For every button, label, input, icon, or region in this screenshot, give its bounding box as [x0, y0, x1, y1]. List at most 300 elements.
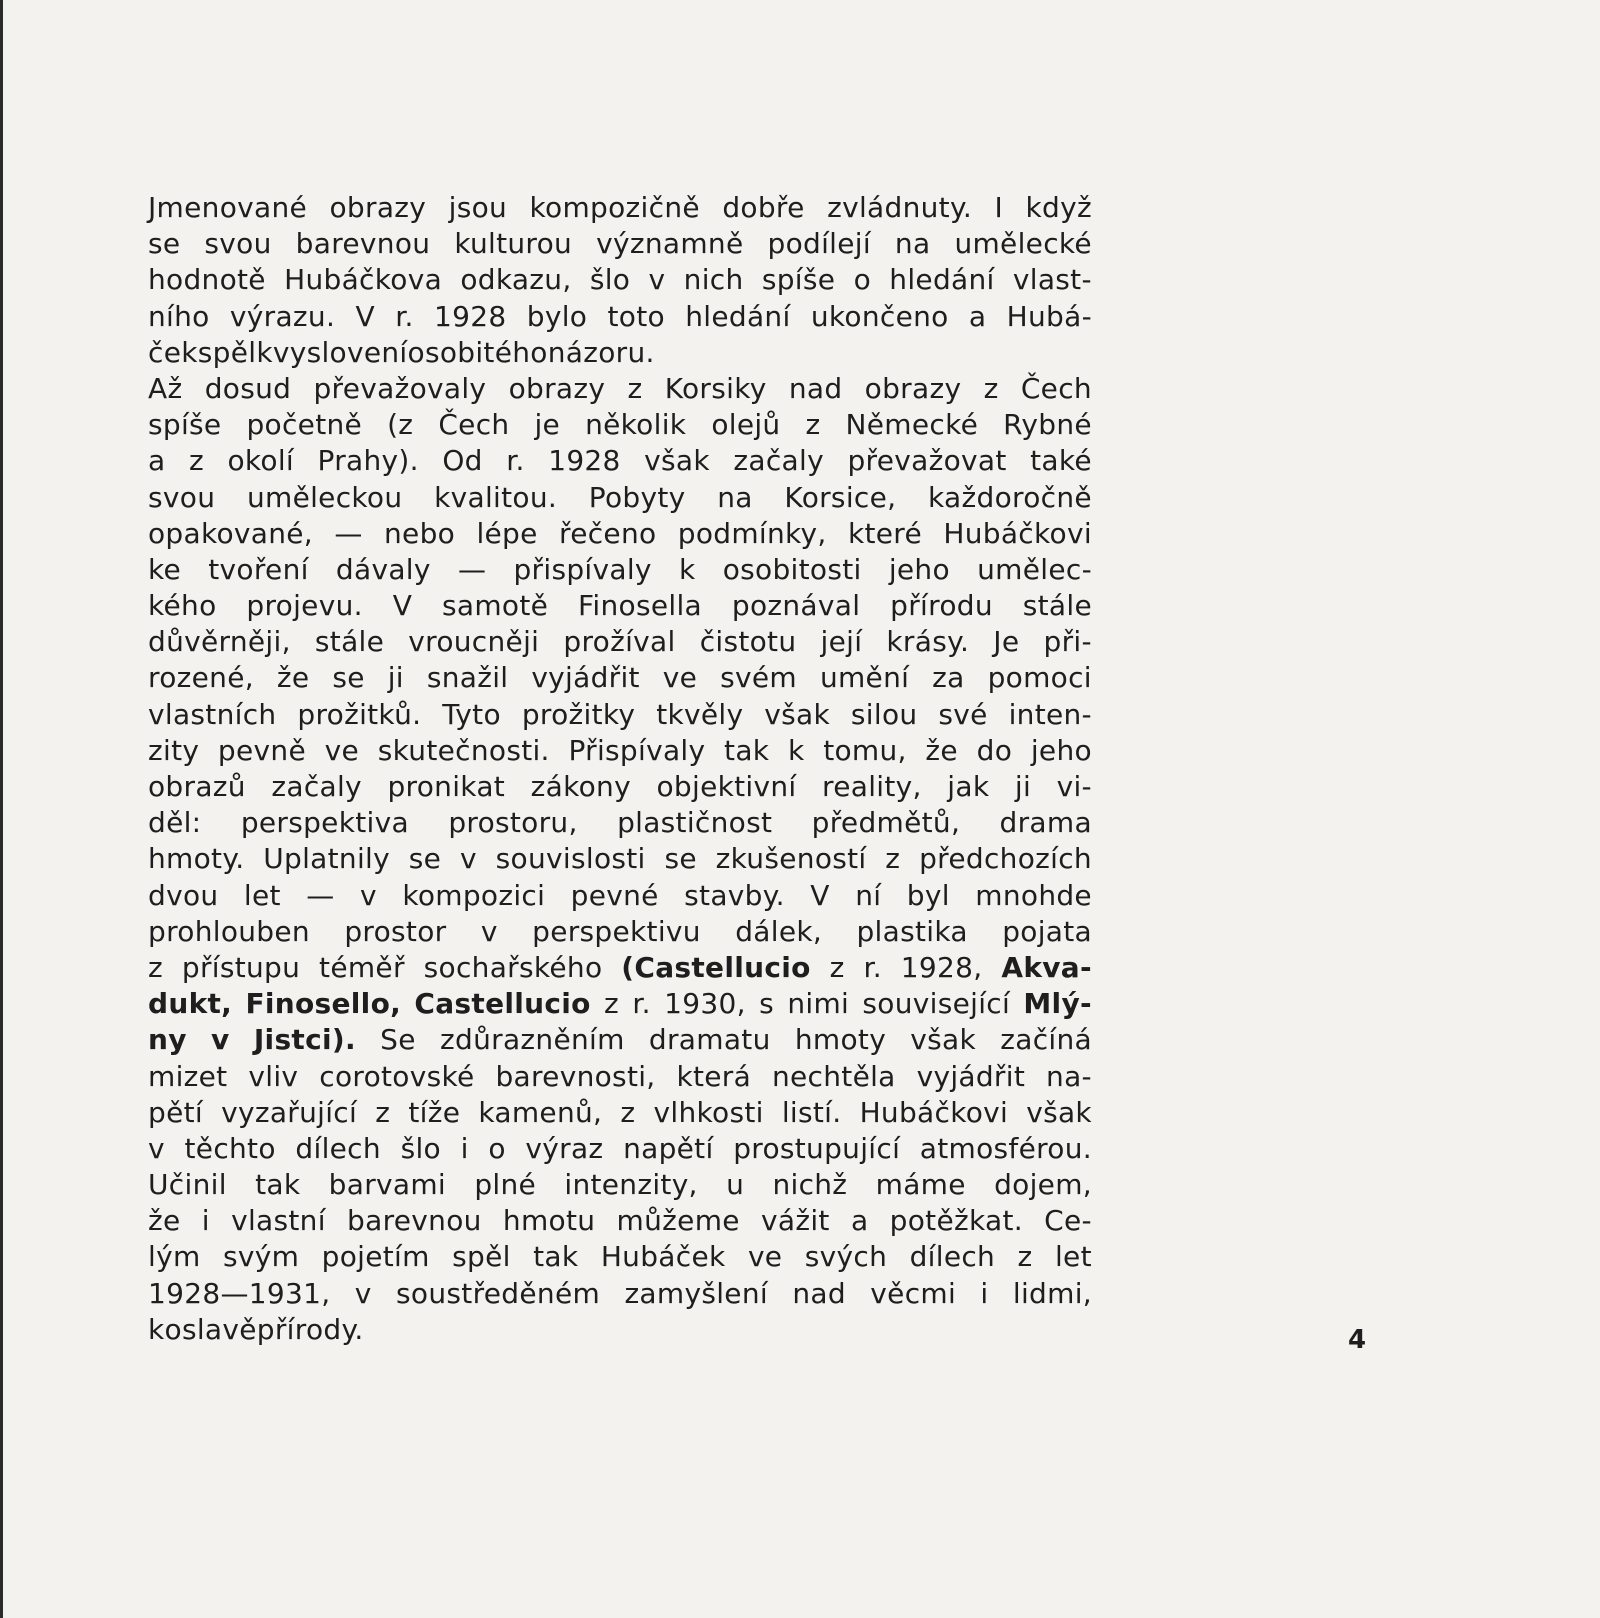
word: Přispívaly	[568, 733, 706, 767]
word: svých	[804, 1240, 888, 1274]
word: nebo	[384, 516, 456, 550]
text-line	[148, 914, 1092, 950]
word: z	[148, 950, 163, 984]
word: ji	[1014, 770, 1032, 803]
word: za	[932, 661, 965, 695]
word: r.	[395, 299, 414, 333]
word: výraz	[525, 1131, 604, 1165]
word: Hubáček	[600, 1240, 726, 1274]
word: zamyšlení	[624, 1276, 768, 1310]
word: z	[620, 1095, 636, 1129]
text-line	[148, 335, 1092, 371]
word: z	[375, 1095, 391, 1129]
word: obrazů	[148, 770, 246, 803]
text-line	[148, 1203, 1092, 1239]
word: v	[354, 1276, 372, 1310]
text-line	[148, 1276, 1092, 1312]
word: i	[201, 1204, 210, 1238]
word: silou	[850, 697, 918, 731]
text-line	[148, 371, 1092, 407]
word: řečeno	[559, 516, 657, 550]
word: z	[188, 444, 204, 478]
text-line	[148, 226, 1092, 262]
word: plné	[474, 1168, 537, 1202]
word: byl	[906, 878, 950, 912]
word: Tyto	[442, 697, 501, 731]
word: jsou	[448, 191, 508, 224]
word: svou	[148, 480, 216, 514]
word: Ce-	[1044, 1204, 1092, 1238]
word: snažil	[426, 661, 509, 695]
word: olejů	[711, 408, 781, 442]
word: zdůrazněním	[440, 1023, 625, 1057]
word: ve	[662, 661, 698, 695]
word: Hubá-	[1006, 299, 1092, 333]
word: několik	[585, 408, 687, 442]
word: tkvěly	[656, 697, 744, 731]
word: a	[148, 444, 166, 478]
text-line	[148, 443, 1092, 479]
word: pojetím	[321, 1240, 430, 1274]
text-line	[148, 697, 1092, 733]
word: z	[1017, 1240, 1033, 1274]
word: okolí	[227, 444, 295, 478]
word: zvládnuty.	[827, 191, 973, 224]
text-line	[148, 1239, 1092, 1275]
word: její	[820, 625, 863, 659]
word: zákony	[530, 770, 631, 803]
word: obrazy	[508, 371, 606, 405]
word: kamenů,	[478, 1095, 603, 1129]
word: —	[457, 552, 487, 586]
word: a	[968, 299, 987, 333]
word: početně	[246, 408, 363, 442]
word: v	[211, 1023, 230, 1057]
word: do	[976, 733, 1013, 767]
word: se	[148, 227, 181, 261]
word: spíše	[148, 408, 222, 442]
word: spěl	[452, 1240, 511, 1274]
word: že	[148, 1204, 181, 1238]
word: kého	[148, 589, 217, 623]
word: z	[983, 371, 999, 405]
word: dílech	[295, 1131, 381, 1165]
word: předchozích	[919, 842, 1092, 876]
word: stále	[1022, 589, 1092, 623]
word: dvou	[148, 878, 219, 912]
word: Učinil	[148, 1168, 227, 1202]
word: dávaly	[335, 552, 431, 586]
word: i	[980, 1276, 989, 1310]
word: v	[648, 263, 666, 297]
word: 1928	[548, 444, 621, 478]
word: r.	[632, 987, 651, 1021]
word: čistotu	[699, 625, 797, 659]
word: plastičnost	[617, 806, 773, 840]
word: vlastní	[231, 1204, 326, 1238]
word: pevné	[570, 878, 659, 912]
word: věcmi	[870, 1276, 957, 1310]
text-line	[148, 1059, 1092, 1095]
word: rozené,	[148, 661, 254, 695]
word: dosud	[204, 371, 292, 405]
word: corotovské	[319, 1059, 475, 1093]
word: Castellucio	[414, 987, 591, 1021]
word: nechtěla	[771, 1059, 896, 1093]
word: také	[1030, 444, 1092, 478]
word: dálek,	[735, 914, 823, 948]
word: v	[480, 914, 498, 948]
word: začaly	[733, 444, 824, 478]
word: že	[276, 661, 310, 695]
word: šlo	[589, 263, 631, 297]
text-line	[148, 1022, 1092, 1058]
word: důvěrněji,	[148, 625, 291, 659]
word: na	[894, 227, 931, 261]
word: z	[829, 950, 845, 984]
word: významně	[596, 227, 744, 261]
word: Korsice,	[784, 480, 897, 514]
word: krásy.	[886, 625, 970, 659]
word: přírodu	[890, 589, 993, 623]
word: v	[148, 1131, 165, 1165]
text-line	[148, 805, 1092, 841]
page-edge-shadow	[0, 0, 3, 1618]
word: potěžkat.	[889, 1204, 1023, 1238]
word: napětí	[623, 1131, 714, 1165]
word: kvalitou.	[434, 480, 558, 514]
word: Korsiky	[664, 371, 767, 405]
word: poznával	[731, 589, 861, 623]
word: Rybné	[1003, 408, 1092, 442]
word: svou	[204, 227, 272, 261]
word: dramatu	[648, 1023, 771, 1057]
word: názoru.	[547, 335, 655, 369]
word: o	[488, 1131, 506, 1165]
word: Jistci).	[253, 1023, 356, 1057]
word: vážit	[761, 1204, 830, 1238]
word: skutečnosti.	[377, 733, 550, 767]
word: dukt,	[148, 987, 233, 1021]
word: Od	[442, 444, 483, 478]
word: ny	[148, 1023, 187, 1057]
word: dobře	[722, 191, 805, 224]
word: ve	[747, 1240, 783, 1274]
word: dílech	[909, 1240, 996, 1274]
page-number: 4	[1348, 1325, 1367, 1355]
word: tak	[724, 733, 770, 767]
text-line	[148, 624, 1092, 660]
word: k	[679, 552, 696, 586]
word: ček	[148, 335, 198, 369]
text-line	[148, 769, 1092, 805]
word: let	[1054, 1240, 1092, 1274]
word: sochařského	[423, 950, 603, 984]
word: přístupu	[181, 950, 301, 984]
text-line	[148, 878, 1092, 914]
word: nimi	[787, 987, 850, 1021]
word: umění	[819, 661, 910, 695]
word: osobitosti	[722, 552, 862, 586]
word: vyjádřit	[531, 661, 640, 695]
word: reality,	[822, 770, 922, 803]
word: osobitého	[407, 335, 548, 369]
word: pomoci	[987, 661, 1092, 695]
text-line	[148, 1131, 1092, 1167]
word: Finosello,	[245, 987, 402, 1021]
word: odkazu,	[460, 263, 572, 297]
word: spíše	[761, 263, 836, 297]
word: hodnotě	[148, 263, 266, 297]
word: perspektiva	[240, 806, 409, 840]
word: inten-	[1008, 697, 1092, 731]
word: pojata	[1002, 914, 1092, 948]
word: prožitky	[521, 697, 636, 731]
word: vyslovení	[272, 335, 408, 369]
word: vyzařující	[221, 1095, 358, 1129]
word: ji	[387, 661, 404, 695]
word: ke	[148, 552, 182, 586]
word: převažovaly	[313, 371, 487, 405]
word: jeho	[1030, 733, 1092, 767]
word: své	[938, 697, 988, 731]
word: nad	[788, 371, 843, 405]
word: uměleckou	[246, 480, 403, 514]
word: hmoty.	[148, 842, 245, 876]
word: stavby.	[684, 878, 785, 912]
word: prožitků.	[297, 697, 422, 731]
word: z	[627, 371, 643, 405]
word: samotě	[442, 589, 549, 623]
word: na	[717, 480, 753, 514]
word: při-	[1043, 625, 1092, 659]
word: když	[1025, 191, 1092, 224]
word: prožíval	[563, 625, 676, 659]
word: 1928,	[900, 950, 983, 984]
word: související	[862, 987, 1011, 1021]
word: v	[460, 842, 477, 876]
text-line	[148, 516, 1092, 552]
text-line	[148, 1312, 1092, 1348]
text-line	[148, 660, 1092, 696]
word: barevnosti,	[495, 1059, 656, 1093]
word: r.	[506, 444, 525, 478]
word: které	[847, 516, 923, 550]
word: z	[805, 408, 821, 442]
word: Hubáčkovi	[943, 516, 1092, 550]
word: z	[604, 987, 620, 1021]
word: a	[850, 1204, 869, 1238]
word: máme	[875, 1168, 966, 1202]
text-line	[148, 552, 1092, 588]
word: drama	[999, 806, 1092, 840]
text-line	[148, 1167, 1092, 1203]
word: 1930,	[664, 987, 746, 1021]
word: lým	[148, 1240, 201, 1274]
word: barevnou	[295, 227, 431, 261]
word: V	[810, 878, 830, 912]
text-line	[148, 407, 1092, 443]
word: je	[534, 408, 561, 442]
word: začíná	[1000, 1023, 1092, 1057]
word: nich	[683, 263, 744, 297]
word: která	[676, 1059, 752, 1093]
word: podílejí	[767, 227, 871, 261]
word: hmoty	[794, 1023, 887, 1057]
word: barevnou	[347, 1204, 482, 1238]
word: nad	[792, 1276, 846, 1310]
word: kulturou	[454, 227, 573, 261]
word: lidmi,	[1012, 1276, 1092, 1310]
word: Čech	[438, 408, 510, 442]
word: lépe	[476, 516, 538, 550]
word: přispívaly	[513, 552, 652, 586]
word: projevu.	[246, 589, 363, 623]
word: s	[759, 987, 774, 1021]
word: Jmenované	[148, 191, 308, 224]
word: Finosella	[578, 589, 703, 623]
word: ve	[324, 733, 360, 767]
word: Prahy).	[317, 444, 419, 478]
body-text	[148, 190, 1092, 1348]
word: Akva-	[1001, 950, 1092, 984]
word: oslavě	[164, 1312, 257, 1346]
word: k	[148, 1312, 165, 1346]
word: tvoření	[208, 552, 309, 586]
word: svým	[222, 1240, 300, 1274]
word: Německé	[845, 408, 979, 442]
word: tomu,	[823, 733, 907, 767]
word: přírody.	[256, 1312, 364, 1346]
word: tak	[533, 1240, 579, 1274]
word: ukončeno	[810, 299, 949, 333]
word: listí.	[781, 1095, 842, 1129]
word: obrazy	[864, 371, 962, 405]
word: vliv	[248, 1059, 299, 1093]
word: Pobyty	[588, 480, 686, 514]
word: můžeme	[616, 1204, 740, 1238]
word: Je	[993, 625, 1020, 659]
word: opakované,	[148, 516, 314, 550]
word: Se	[380, 1023, 416, 1057]
word: šlo	[400, 1131, 441, 1165]
word: V	[392, 589, 413, 623]
word: zity	[148, 733, 200, 767]
word: u	[726, 1168, 745, 1202]
word: převažovat	[847, 444, 1007, 478]
word: 1928	[433, 299, 507, 333]
word: o	[853, 263, 872, 297]
text-line	[148, 299, 1092, 335]
word: tak	[255, 1168, 301, 1202]
word: (Castellucio	[621, 950, 811, 984]
word: však	[910, 1023, 977, 1057]
word: ního	[148, 299, 210, 333]
word: každoročně	[928, 480, 1092, 514]
word: předmětů,	[811, 806, 961, 840]
word: vlast-	[1012, 263, 1092, 297]
word: v	[359, 878, 377, 912]
word: Mlý-	[1023, 987, 1092, 1021]
word: plastika	[856, 914, 968, 948]
text-line	[148, 841, 1092, 877]
word: kompozičně	[529, 191, 700, 224]
word: se	[332, 661, 365, 695]
word: vi-	[1056, 770, 1092, 803]
word: k	[256, 335, 273, 369]
word: i	[460, 1131, 469, 1165]
word: výrazu.	[229, 299, 336, 333]
word: pětí	[148, 1095, 203, 1129]
word: Uplatnily	[263, 842, 390, 876]
word: na-	[1046, 1059, 1092, 1093]
word: perspektivu	[532, 914, 701, 948]
text-line	[148, 986, 1092, 1022]
word: umělec-	[977, 552, 1092, 586]
word: vyjádřit	[916, 1059, 1026, 1093]
word: děl:	[148, 806, 202, 840]
word: obrazy	[329, 191, 427, 224]
word: jeho	[888, 552, 950, 586]
text-line	[148, 190, 1092, 226]
word: začaly	[271, 770, 362, 803]
word: soustředěném	[396, 1276, 601, 1310]
word: však	[644, 444, 710, 478]
word: hledání	[685, 299, 791, 333]
word: hmotu	[502, 1204, 596, 1238]
word: Čech	[1020, 371, 1092, 405]
word: pronikat	[387, 770, 506, 803]
word: toto	[607, 299, 665, 333]
word: že	[925, 733, 958, 767]
word: (z	[387, 408, 414, 442]
word: dojem,	[994, 1168, 1092, 1202]
word: prostor	[344, 914, 447, 948]
text-line	[148, 588, 1092, 624]
word: intenzity,	[564, 1168, 698, 1202]
word: nichž	[772, 1168, 848, 1202]
word: tíže	[408, 1095, 461, 1129]
word: vroucněji	[408, 625, 540, 659]
word: téměř	[319, 950, 405, 984]
word: se	[664, 842, 697, 876]
word: objektivní	[656, 770, 797, 803]
word: Až	[148, 371, 183, 405]
word: mizet	[148, 1059, 228, 1093]
word: umělecké	[954, 227, 1092, 261]
word: —	[334, 516, 363, 550]
word: mnohde	[975, 878, 1092, 912]
word: vlhkosti	[653, 1095, 764, 1129]
word: I	[994, 191, 1004, 224]
text-line	[148, 262, 1092, 298]
word: Hubáčkova	[284, 263, 443, 297]
word: Hubáčkovi	[859, 1095, 1009, 1129]
text-line	[148, 1095, 1092, 1131]
word: jak	[947, 770, 990, 803]
word: atmosférou.	[919, 1131, 1092, 1165]
word: hledání	[889, 263, 995, 297]
word: k	[788, 733, 805, 767]
word: barvami	[328, 1168, 446, 1202]
text-line	[148, 480, 1092, 516]
word: spěl	[197, 335, 257, 369]
word: pevně	[217, 733, 306, 767]
word: z	[885, 842, 901, 876]
word: V	[355, 299, 375, 333]
word: těchto	[184, 1131, 276, 1165]
word: bylo	[526, 299, 588, 333]
